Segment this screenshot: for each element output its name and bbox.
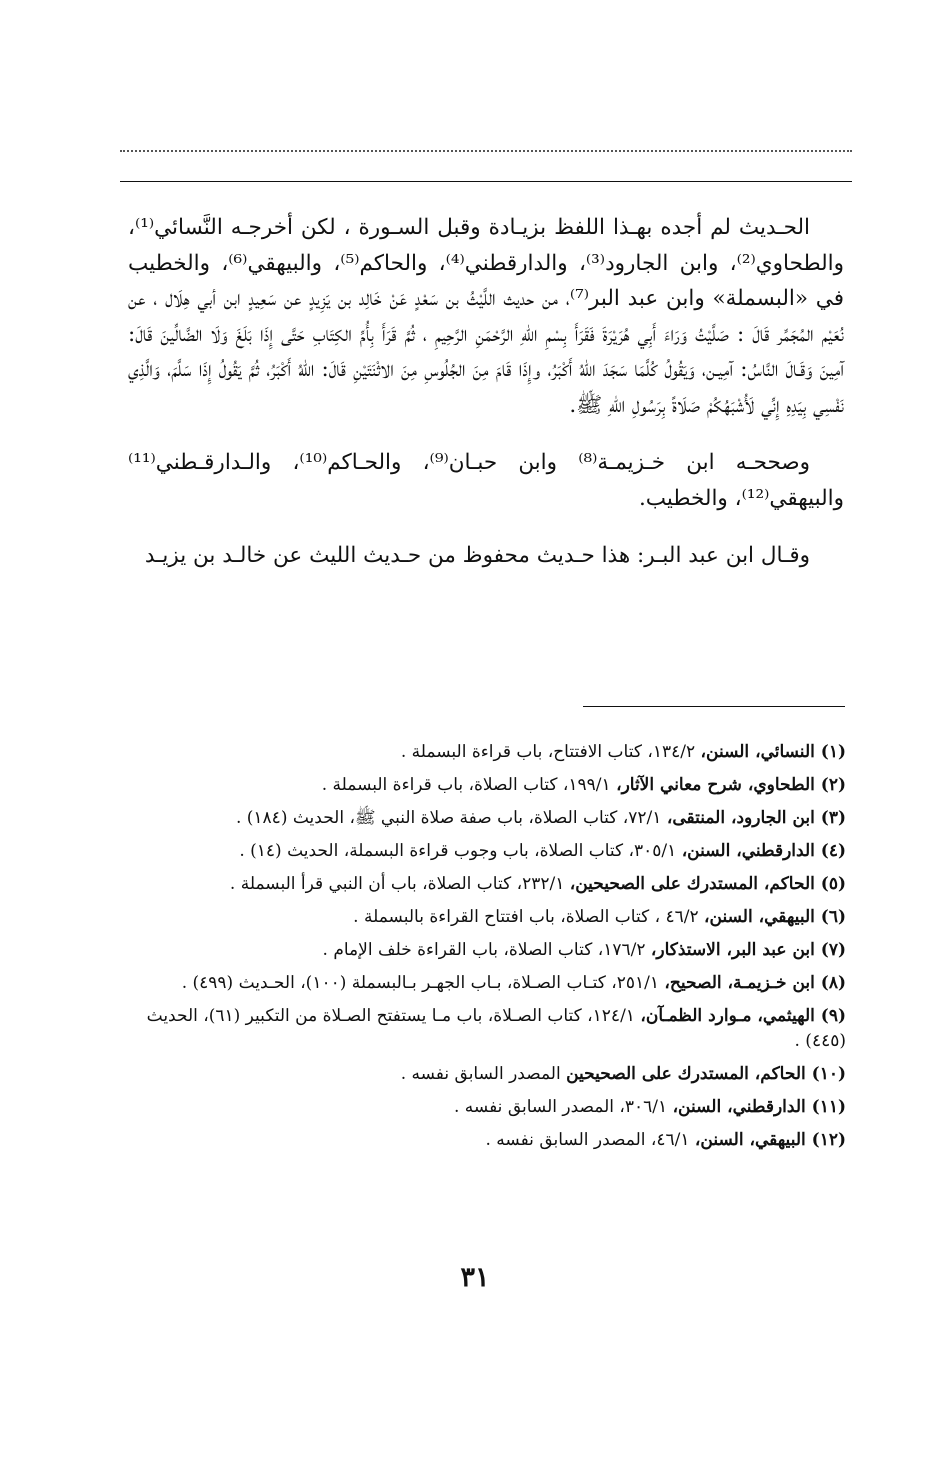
main-text — [128, 210, 844, 574]
footnote-ref: ٣٠٦/١، المصدر السابق نفسه . — [454, 1097, 673, 1117]
page-number: ٣١ — [460, 1262, 490, 1293]
footnote-ref: ٧٢/١، كتاب الصلاة، باب صفة صلاة النبي ﷺ، الحديث (١٨٤) . — [235, 808, 667, 828]
footnote-7 — [128, 938, 846, 963]
footnote-source: (٦) البيهقي، السنن، — [704, 907, 846, 927]
footnote-ref: ٣٠٥/١، كتاب الصلاة، باب وجوب قراءة البسملة، الحديث (١٤) . — [239, 841, 682, 861]
footnote-5 — [128, 872, 846, 897]
footnote-source: (١) النسائي، السنن، — [700, 742, 846, 762]
footnote-2 — [128, 773, 846, 798]
footnote-source: (٤) الدارقطني، السنن، — [681, 841, 846, 861]
footnote-source: (٧) ابن عبد البر، الاستذكار، — [650, 940, 846, 960]
footnote-ref: ١٩٩/١، كتاب الصلاة، باب قراءة البسملة . — [321, 775, 617, 795]
footnote-3 — [128, 806, 846, 831]
footnote-10 — [128, 1062, 846, 1087]
footnote-ref: ١٧٦/٢، كتاب الصلاة، باب القراءة خلف الإمام . — [322, 940, 651, 960]
header-solid-rule — [120, 181, 852, 182]
footnote-ref: المصدر السابق نفسه . — [400, 1064, 567, 1084]
footnote-12 — [128, 1128, 846, 1153]
footnote-separator — [583, 706, 845, 707]
footnote-1 — [128, 740, 846, 765]
header-dotted-rule — [120, 150, 852, 152]
footnote-source: (٣) ابن الجارود، المنتقى، — [666, 808, 846, 828]
footnote-source: (٢) الطحاوي، شرح معاني الآثار، — [616, 775, 846, 795]
footnote-6 — [128, 905, 846, 930]
footnote-8 — [128, 971, 846, 996]
footnote-source: (٥) الحاكم، المستدرك على الصحيحين، — [569, 874, 846, 894]
footnote-9 — [128, 1004, 846, 1054]
footnote-11 — [128, 1095, 846, 1120]
footnote-source: (١٠) الحاكم، المستدرك على الصحيحين — [566, 1064, 846, 1084]
footnote-source: (١١) الدارقطني، السنن، — [672, 1097, 846, 1117]
footnote-ref: ٢٥١/١، كتـاب الصـلاة، بـاب الجهـر بـالبسملة (١٠٠)، الحـديث (٤٩٩) . — [181, 973, 665, 993]
footnotes — [128, 740, 846, 1161]
paragraph-authentication: وصححـه ابن خـزيمـة⁽⁸⁾ وابن حبـان⁽⁹⁾، والحـاكم⁽¹⁰⁾، والـدارقـطني⁽¹¹⁾ والبيهقي⁽¹²⁾، والخطيب. — [128, 450, 844, 511]
footnote-ref: ١٢٤/١، كتاب الصـلاة، باب مـا يستفتح الصـلاة من التكبير (٦١)، الحديث (٤٤٥) . — [146, 1006, 846, 1051]
footnote-4 — [128, 839, 846, 864]
footnote-ref: ٢٣٢/١، كتاب الصلاة، باب أن النبي قرأ البسملة . — [229, 874, 570, 894]
footnote-source: (١٢) البيهقي، السنن، — [694, 1130, 846, 1150]
paragraph-hadith: الحـديث لم أجده بهـذا اللفظ بزيـادة وقبل السـورة ، لكن أخرجـه النَّسائي⁽¹⁾، والطحاوي⁽²⁾، وابن الجارود⁽³⁾، والدارقطني⁽⁴⁾، والحاكم⁽⁵⁾، والبيهقي⁽⁶⁾، والخطيب في «البسملة» وابن عبد البر⁽⁷⁾، من حديث اللَّيْثُ بن سَعْدٍ عَنْ خَالِد بن يَزِيدٍ عن سَعِيدٍ ابن أبي هِلَال ، عن نُعَيْم المُجَمِّر قَالَ : صَلَّيْتُ وَرَاءَ أَبِي هُرَيْرَةَ فَقَرَأَ بِسْمِ اللهِ الرَّحْمَنِ الرَّحِيمِ ، ثُمَّ قَرَأَ بِأُمِّ الكِتَابِ حَتَّى إِذَا بَلَغَ وَلَا الضَّالِّينَ قَالَ: آمِينَ وَقَـالَ النَّاسُ: آمِيـن، وَيَقُولُ كُلَّمَا سَجَدَ اللهُ أَكْبَرُ، وإِذَا قَامَ مِنَ الجُلُوسِ مِنَ الاثْنَتَيْنِ قَالَ: اللهُ أَكْبَرُ، ثُمَّ يَقُولُ إِذَا سَلَّمَ، وَالَّذِي نَفْسِي بِيَدِهِ إِنِّي لَأُشْبَهُكُمْ صَلَاةً بِرَسُولِ اللهِ ﷺ. — [128, 215, 844, 418]
paragraph-ibn-abd-al-barr: وقـال ابن عبد البـر: هذا حـديث محفوظ من حـديث الليث عن خالـد بن يزيـد — [144, 543, 810, 568]
footnote-ref: ١٣٤/٢، كتاب الافتتاح، باب قراءة البسملة . — [400, 742, 701, 762]
footnote-ref: ٤٦/١، المصدر السابق نفسه . — [485, 1130, 695, 1150]
footnote-source: (٨) ابن خـزيمـة، الصحيح، — [664, 973, 846, 993]
footnote-source: (٩) الهيثمي، مـوارد الظمـآن، — [640, 1006, 846, 1026]
footnote-ref: ٤٦/٢ ، كتاب الصلاة، باب افتتاح القراءة بالبسملة . — [353, 907, 705, 927]
